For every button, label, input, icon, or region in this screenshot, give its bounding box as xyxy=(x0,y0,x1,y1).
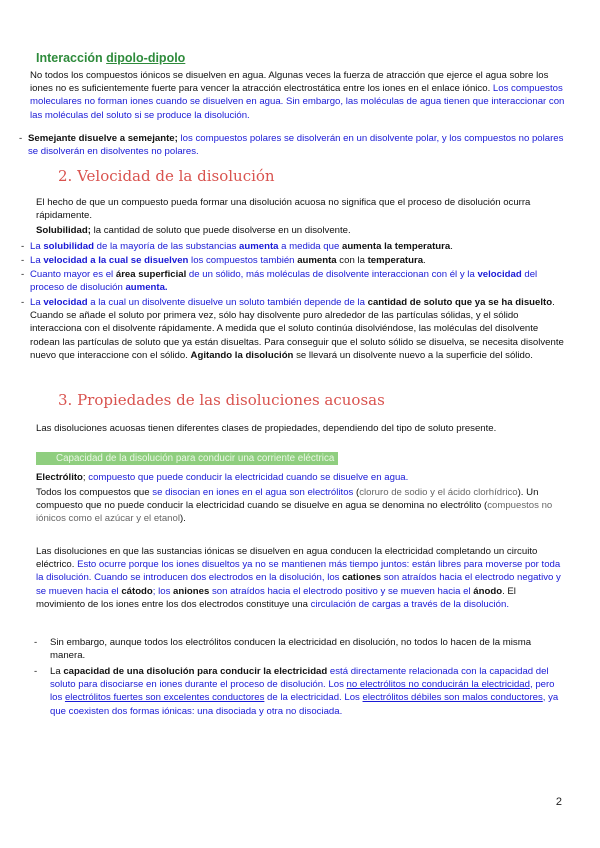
text-run: ). Un compuesto que no puede conducir la electricidad cuando se disuelve en agua se denomina no electrólito ( xyxy=(36,487,539,512)
heading-dipolo xyxy=(36,52,185,65)
bullet-velocidad-temperatura xyxy=(21,254,565,267)
text-run: cantidad de soluto que ya se ha disuelto xyxy=(367,297,553,308)
text-run: . Cuando se añade el soluto por primera vez, sólo hay disolvente puro alrededor de las partículas sólidas, y el sólido interacciona con el disolvente rápidamente. A medida que el soluto continúa disolviéndose, las moléculas del disolvente rodean las partículas de soluto que ya están disueltas. Para conseguir que el soluto sólido se disuelva, se necesita disolvente nuevo que interaccione con el sólido. xyxy=(30,297,564,361)
paragraph-hecho: El hecho de que un compuesto pueda formar una disolución acuosa no significa que el proceso de disolución ocurra rápidamente. xyxy=(36,197,531,222)
text-run: La xyxy=(30,255,44,266)
paragraph-todos-compuestos xyxy=(36,486,561,526)
text-run: con la xyxy=(336,255,368,266)
text-run: Cuanto mayor es el xyxy=(30,269,116,280)
text-run: a medida que xyxy=(278,241,342,252)
text-run: La xyxy=(50,666,64,677)
text-run: aumenta la temperatura xyxy=(341,241,451,252)
text-run: Sin embargo, aunque todos los electrólitos conducen la electricidad en disolución, no todos lo hacen de la misma manera. xyxy=(50,637,532,662)
bullet-area-superficial xyxy=(21,268,565,294)
text-run: aumenta. xyxy=(125,282,168,294)
bullet-solubilidad xyxy=(21,240,565,253)
text-run: , ya que coexisten dos formas iónicas: una disociada y otra no disociada. xyxy=(50,692,559,717)
bullet-dash: - xyxy=(21,269,25,280)
bullet-dash: - xyxy=(21,241,25,252)
bullet-dash: - xyxy=(21,297,25,308)
text-run: de la electricidad. Los xyxy=(264,692,363,704)
text-run: La xyxy=(30,241,44,252)
text-run: electrólitos fuertes son excelentes conductores xyxy=(64,692,265,704)
definition-solubilidad xyxy=(36,224,561,237)
heading-dipolo-underlined: dipolo-dipolo xyxy=(106,51,186,65)
highlight-banner xyxy=(36,452,338,465)
text-run: ánodo xyxy=(473,585,503,597)
text-run: son atraídos hacia el electrodo positivo y se mueven hacia el xyxy=(209,585,474,597)
text-run: velocidad a la cual se disuelven xyxy=(43,255,189,266)
text-run: se disocian en iones en el agua son electrólitos xyxy=(152,487,354,498)
text-run: No todos los compuestos iónicos se disuelven en agua. Algunas veces la fuerza de atracción que ejerce el agua sobre los iones no es suficientemente fuerte para vencer la atracción electrostática entre los iones en el enlace iónico. xyxy=(30,70,549,95)
text-run: Agitando la disolución xyxy=(190,349,294,361)
text-run: de la mayoría de las substancias xyxy=(93,241,240,252)
text-run: a la cual un disolvente disuelve un soluto también depende de la xyxy=(87,297,368,308)
page-number: 2 xyxy=(555,796,562,808)
text-run: de un sólido, más moléculas de disolvente interaccionan con él y la xyxy=(186,269,478,280)
text-run: circulación de cargas a través de la disolución. xyxy=(310,598,510,610)
text-run: temperatura xyxy=(367,255,424,266)
heading-velocidad: 2. Velocidad de la disolución xyxy=(58,167,275,185)
bullet-dash: - xyxy=(34,637,38,648)
text-run: aumenta xyxy=(239,241,279,252)
dash-item-capacidad xyxy=(34,665,562,718)
dash-item-sin-embargo xyxy=(34,636,562,662)
text-run: velocidad xyxy=(43,297,88,308)
text-run: cationes xyxy=(342,572,382,584)
text-run: cloruro de sodio y el ácido clorhídrico xyxy=(359,487,518,498)
text-run: . El movimiento de los iones entre los dos electrodos constituye una xyxy=(36,585,516,610)
text-run: capacidad de una disolución para conducir la electricidad xyxy=(63,666,328,677)
text-run: compuestos no iónicos como el azúcar y el etanol xyxy=(36,500,553,525)
text-run: Capacidad de la disolución para conducir una corriente eléctrica xyxy=(36,452,338,465)
text-run: son atraídos hacia el electrodo negativo y se mueven hacia el xyxy=(36,572,561,597)
text-run: Semejante disuelve a semejante; xyxy=(28,133,178,144)
text-run: del proceso de disolución xyxy=(30,269,538,294)
paragraph-circuito xyxy=(36,545,563,611)
text-run: Esto ocurre porque los iones disueltos ya no se mantienen más tiempo juntos: están libres para moverse por toda la disolución. Cuando se introducen dos electrodos en la disolución, los xyxy=(36,559,561,584)
text-run: ; xyxy=(82,472,89,483)
text-run: Interacción xyxy=(36,51,107,65)
text-run: . xyxy=(450,241,453,252)
text-run: se llevará un disolvente nuevo a la superficie del sólido. xyxy=(293,349,533,361)
text-run: está directamente relacionada con la capacidad del soluto para disociarse en iones durante el proceso de disolución. Los xyxy=(50,666,549,691)
bullet-dash: - xyxy=(34,666,38,677)
text-run: . xyxy=(423,255,426,266)
text-run: los compuestos también xyxy=(188,255,298,266)
text-run: electrólitos débiles son malos conductores xyxy=(362,692,543,704)
bullet-cantidad-soluto xyxy=(21,296,565,362)
text-run: compuesto que puede conducir la electricidad cuando se disuelve en agua. xyxy=(88,472,409,483)
text-run: la cantidad de soluto que puede disolverse en un disolvente. xyxy=(90,225,351,236)
text-run: cátodo xyxy=(121,585,153,597)
text-run: Los compuestos moleculares no forman iones cuando se disuelven en agua. Sin embargo, las moléculas de agua tienen que interaccionar con las moléculas del soluto si se produce la disolución. xyxy=(30,83,565,121)
text-run: los compuestos polares se disolverán en un disolvente polar, y los compuestos no polares se disolverán en disolventes no polares. xyxy=(28,133,564,158)
bullet-semejante xyxy=(19,132,566,158)
text-run: ). xyxy=(179,513,186,525)
text-run: aniones xyxy=(173,585,210,597)
text-run: ; los xyxy=(152,585,174,597)
bullet-dash: - xyxy=(19,133,23,144)
text-run: aumenta xyxy=(297,255,337,266)
text-run: no electrólitos no conducirán la electricidad xyxy=(346,679,530,691)
paragraph-intro: Las disoluciones acuosas tienen diferentes clases de propiedades, dependiendo del tipo de soluto presente. xyxy=(36,423,497,434)
heading-propiedades: 3. Propiedades de las disoluciones acuosas xyxy=(58,391,385,409)
text-run: ( xyxy=(353,487,360,498)
paragraph-ionic xyxy=(30,69,565,122)
bullet-dash: - xyxy=(21,255,25,266)
text-run: velocidad xyxy=(477,269,522,280)
text-run: , pero los xyxy=(50,679,555,704)
text-run: área superficial xyxy=(115,269,187,280)
text-run: solubilidad xyxy=(43,241,94,252)
text-run: Todos los compuestos que xyxy=(36,487,153,498)
text-run: Electrólito xyxy=(36,472,83,483)
text-run: Las disoluciones en que las sustancias iónicas se disuelven en agua conducen la electricidad completando un circuito eléctrico. xyxy=(36,546,538,571)
text-run: Solubilidad; xyxy=(36,225,91,236)
text-run: La xyxy=(30,297,44,308)
definition-electrolito xyxy=(36,471,561,484)
